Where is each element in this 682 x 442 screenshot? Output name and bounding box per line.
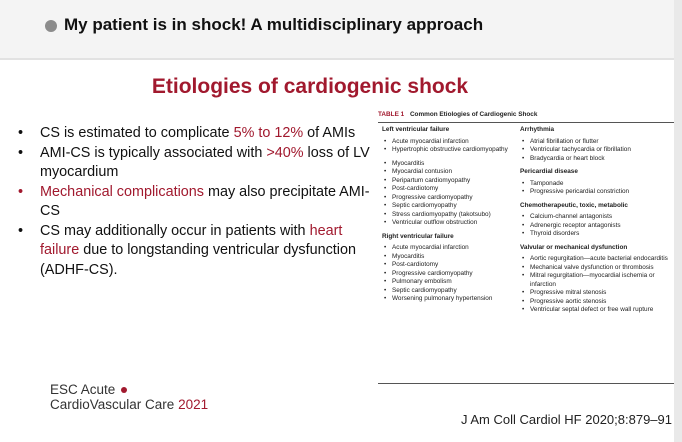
bullet-text: loss of LV myocardium	[40, 144, 370, 180]
esc-acc-logo	[50, 382, 208, 412]
table-entry: • Ventricular septal defect or free wall rupture	[520, 306, 672, 315]
highlighted-text: >40%	[266, 144, 304, 161]
table-entry: • Myocardial contusion	[382, 168, 520, 177]
slide-title: Etiologies of cardiogenic shock	[151, 75, 469, 98]
bullet-list	[16, 124, 371, 280]
table-entry: • Progressive cardiomyopathy	[382, 194, 520, 203]
bullet-text: CS is estimated to complicate	[40, 125, 234, 141]
etiologies-table	[378, 108, 674, 384]
bullet-item	[16, 124, 371, 144]
session-title: My patient is in shock! A multidisciplinary approach	[64, 15, 484, 34]
table-section-heading: Right ventricular failure	[382, 232, 454, 240]
bullet-item	[16, 144, 371, 183]
bullet-text: AMI-CS is typically associated with	[40, 144, 267, 161]
logo-dot	[121, 387, 127, 393]
logo-line1: ESC Acute	[50, 382, 116, 397]
table-section-heading: Chemotherapeutic, toxic, metabolic	[520, 201, 628, 209]
bullet-text: CS may additionally occur in patients with	[40, 222, 310, 239]
bullet-marker: •	[18, 144, 24, 161]
highlighted-text: heart failure	[40, 222, 343, 258]
slide-top-edge	[0, 58, 682, 60]
table-entry: • Septic cardiomyopathy	[382, 287, 520, 296]
table-section-heading: Pericardial disease	[520, 168, 578, 175]
table-entry: • Peripartum cardiomyopathy	[382, 177, 520, 186]
table-top-rule	[378, 122, 674, 123]
table-entry: • Tamponade	[520, 180, 672, 189]
table-entry: • Bradycardia or heart block	[520, 155, 672, 164]
table-entry: • Post-cardiotomy	[382, 261, 520, 270]
bullet-marker: •	[18, 125, 24, 141]
highlighted-text: Mechanical complications	[40, 183, 204, 200]
table-entry: • Ventricular tachycardia or fibrillation	[520, 146, 672, 155]
table-entry: • Ventricular outflow obstruction	[382, 219, 520, 228]
table-entry: • Acute myocardial infarction	[382, 138, 520, 147]
bullet-item	[16, 183, 371, 222]
table-entry: • Pulmonary embolism	[382, 278, 520, 287]
table-section-heading: Arrhythmia	[520, 126, 555, 133]
bullet-text: may also precipitate AMI-CS	[40, 183, 370, 219]
table-left-column	[382, 126, 520, 304]
logo-year: 2021	[178, 397, 209, 412]
presentation-header	[0, 0, 682, 58]
logo-line2: CardioVascular Care	[50, 397, 175, 412]
table-entry: • Aortic regurgitation—acute bacterial endocarditis	[520, 255, 672, 264]
table-entry: • Thyroid disorders	[520, 230, 672, 239]
table-title: Common Etiologies of Cardiogenic Shock	[409, 111, 538, 118]
bullet-marker: •	[18, 222, 24, 239]
table-entry: • Hypertrophic obstructive cardiomyopathy	[382, 146, 520, 155]
highlighted-text: 5% to 12%	[233, 125, 304, 141]
table-entry: • Stress cardiomyopathy (takotsubo)	[382, 211, 520, 220]
table-caption	[378, 111, 674, 120]
table-entry: • Septic cardiomyopathy	[382, 202, 520, 211]
table-entry: • Adrenergic receptor antagonists	[520, 222, 672, 231]
table-section-heading: Valvular or mechanical dysfunction	[520, 243, 628, 251]
table-section-heading: Left ventricular failure	[382, 126, 450, 133]
table-entry: • Progressive mitral stenosis	[520, 289, 672, 298]
table-bottom-rule	[378, 383, 674, 384]
table-entry: • Post-cardiotomy	[382, 185, 520, 194]
table-entry: • Calcium-channel antagonists	[520, 213, 672, 222]
table-entry: • Atrial fibrillation or flutter	[520, 138, 672, 147]
citation: J Am Coll Cardiol HF 2020;8:879–91	[460, 412, 672, 427]
bullet-item	[16, 222, 371, 281]
bullet-text: due to longstanding ventricular dysfunction (ADHF-CS).	[40, 242, 356, 278]
table-entry: • Progressive pericardial constriction	[520, 188, 672, 197]
table-entry: • Progressive cardiomyopathy	[382, 270, 520, 279]
table-entry: • Mechanical valve dysfunction or thrombosis	[520, 264, 672, 273]
window-edge	[674, 0, 682, 442]
table-entry: • Progressive aortic stenosis	[520, 298, 672, 307]
table-entry: • Worsening pulmonary hypertension	[382, 295, 520, 304]
header-bullet-dot	[45, 20, 57, 32]
table-entry: • Acute myocardial infarction	[382, 244, 520, 253]
bullet-marker: •	[18, 183, 24, 200]
table-tag: TABLE 1	[378, 111, 405, 118]
bullet-text: of AMIs	[303, 125, 356, 141]
table-entry: • Myocarditis	[382, 160, 520, 169]
table-entry: • Myocarditis	[382, 253, 520, 262]
table-entry: • Mitral regurgitation—myocardial ischemia or infarction	[520, 272, 672, 289]
table-right-column	[520, 126, 672, 315]
